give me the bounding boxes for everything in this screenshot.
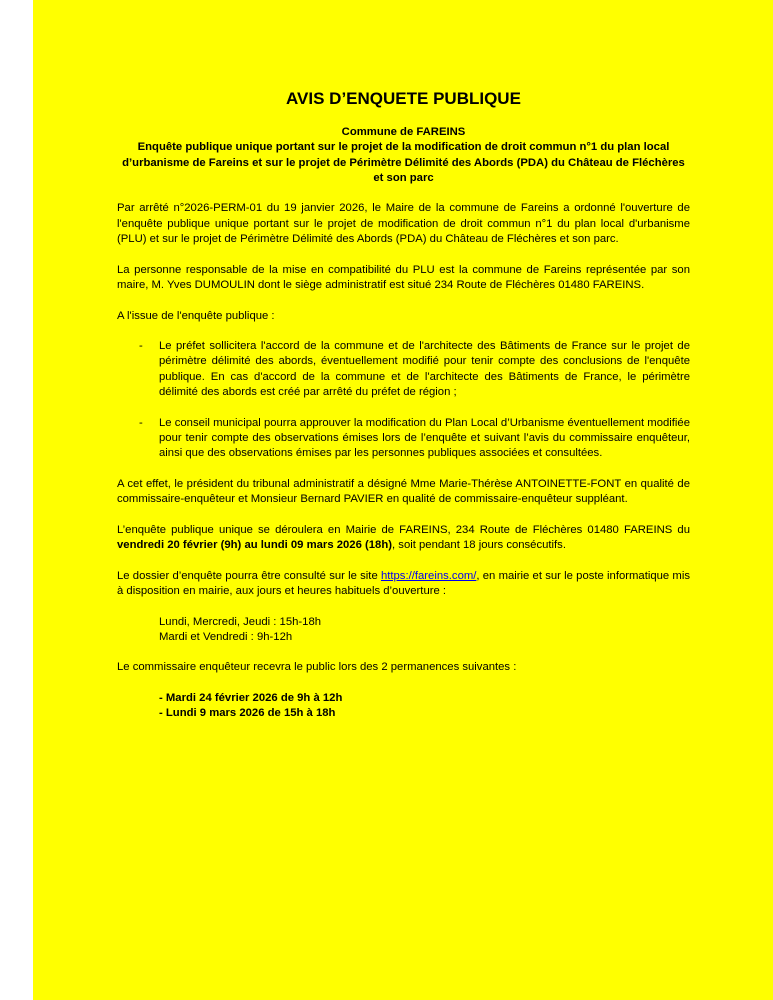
opening-hours-line: Lundi, Mercredi, Jeudi : 15h-18h: [159, 615, 322, 628]
permanence-item: [117, 706, 690, 721]
bullet-dash: -: [139, 416, 143, 429]
notice-page: [33, 0, 773, 1000]
permanence-text: - Lundi 9 mars 2026 de 15h à 18h: [159, 707, 336, 720]
opening-hours-line: Mardi et Vendredi : 9h-12h: [159, 630, 293, 643]
consultation-text-start: Le dossier d’enquête pourra être consulté sur le site: [117, 569, 381, 582]
dates-text-start: L’enquête publique unique se déroulera en Mairie de FAREINS, 234 Route de Fléchères 01480 FAREINS du: [117, 523, 690, 536]
dates-text-end: , soit pendant 18 jours consécutifs.: [392, 539, 566, 552]
notice-title: AVIS D’ENQUETE PUBLIQUE: [286, 89, 521, 108]
consultation-text-end: , en mairie et sur le poste informatique mis à disposition en mairie, aux jours et heures habituels d’ouverture :: [117, 569, 690, 597]
commune-heading: Commune de FAREINS: [341, 126, 466, 138]
dates-period: vendredi 20 février (9h) au lundi 09 mars 2026 (18h): [117, 539, 393, 552]
paragraph-consultation: [117, 569, 690, 600]
notice-content: [117, 88, 690, 722]
paragraph-issue: A l'issue de l'enquête publique :: [117, 309, 275, 322]
bullet-dash: -: [139, 340, 143, 353]
permanence-text: - Mardi 24 février 2026 de 9h à 12h: [159, 691, 343, 704]
permanence-item: [117, 691, 690, 706]
paragraph-arrete: Par arrêté n°2026-PERM-01 du 19 janvier 2026, le Maire de la commune de Fareins a ordonné l'ouverture de l'enquête publique unique portant sur le projet de modification de droit commun n°1 du plan local d'urbanisme (PLU) et sur le projet de Périmètre Délimité des Abords (PDA) du Château de Fléchères et son parc.: [117, 202, 690, 246]
bullet-item: [117, 339, 690, 400]
bullet-item: [117, 416, 690, 462]
paragraph-permanences: Le commissaire enquêteur recevra le public lors des 2 permanences suivantes :: [117, 661, 517, 674]
paragraph-responsable: La personne responsable de la mise en compatibilité du PLU est la commune de Fareins représentée par son maire, M. Yves DUMOULIN dont le siège administratif est situé 234 Route de Fléchères 01480 FAREINS.: [117, 263, 690, 291]
paragraph-designation: A cet effet, le président du tribunal administratif a désigné Mme Marie-Thérèse ANTOINETTE-FONT en qualité de commissaire-enquêteur et Monsieur Bernard PAVIER en qualité de commissaire-enquêteur suppléant.: [117, 477, 690, 506]
website-link[interactable]: https://fareins.com/: [380, 569, 477, 582]
bullet-text: Le préfet sollicitera l'accord de la commune et de l'architecte des Bâtiments de France sur le projet de périmètre délimité des abords, éventuellement modifié pour tenir compte des conclusions de l'enquête publique. En cas d'accord de la commune et de l'architecte des Bâtiments de France, le périmètre délimité des abords est créé par arrêté du préfet de région ;: [159, 340, 690, 399]
enquiry-subject: Enquête publique unique portant sur le projet de la modification de droit commun n°1 du plan local d’urbanisme de Fareins et sur le projet de Périmètre Délimité des Abords (PDA) du Château de Fléchères et son parc: [122, 141, 685, 184]
bullet-text: Le conseil municipal pourra approuver la modification du Plan Local d’Urbanisme éventuellement modifiée pour tenir compte des observations émises lors de l’enquête et suivant l’avis du commissaire enquêteur, ainsi que des observations émises par les personnes publiques associées et consultées.: [159, 416, 690, 460]
paragraph-dates: [117, 523, 690, 554]
